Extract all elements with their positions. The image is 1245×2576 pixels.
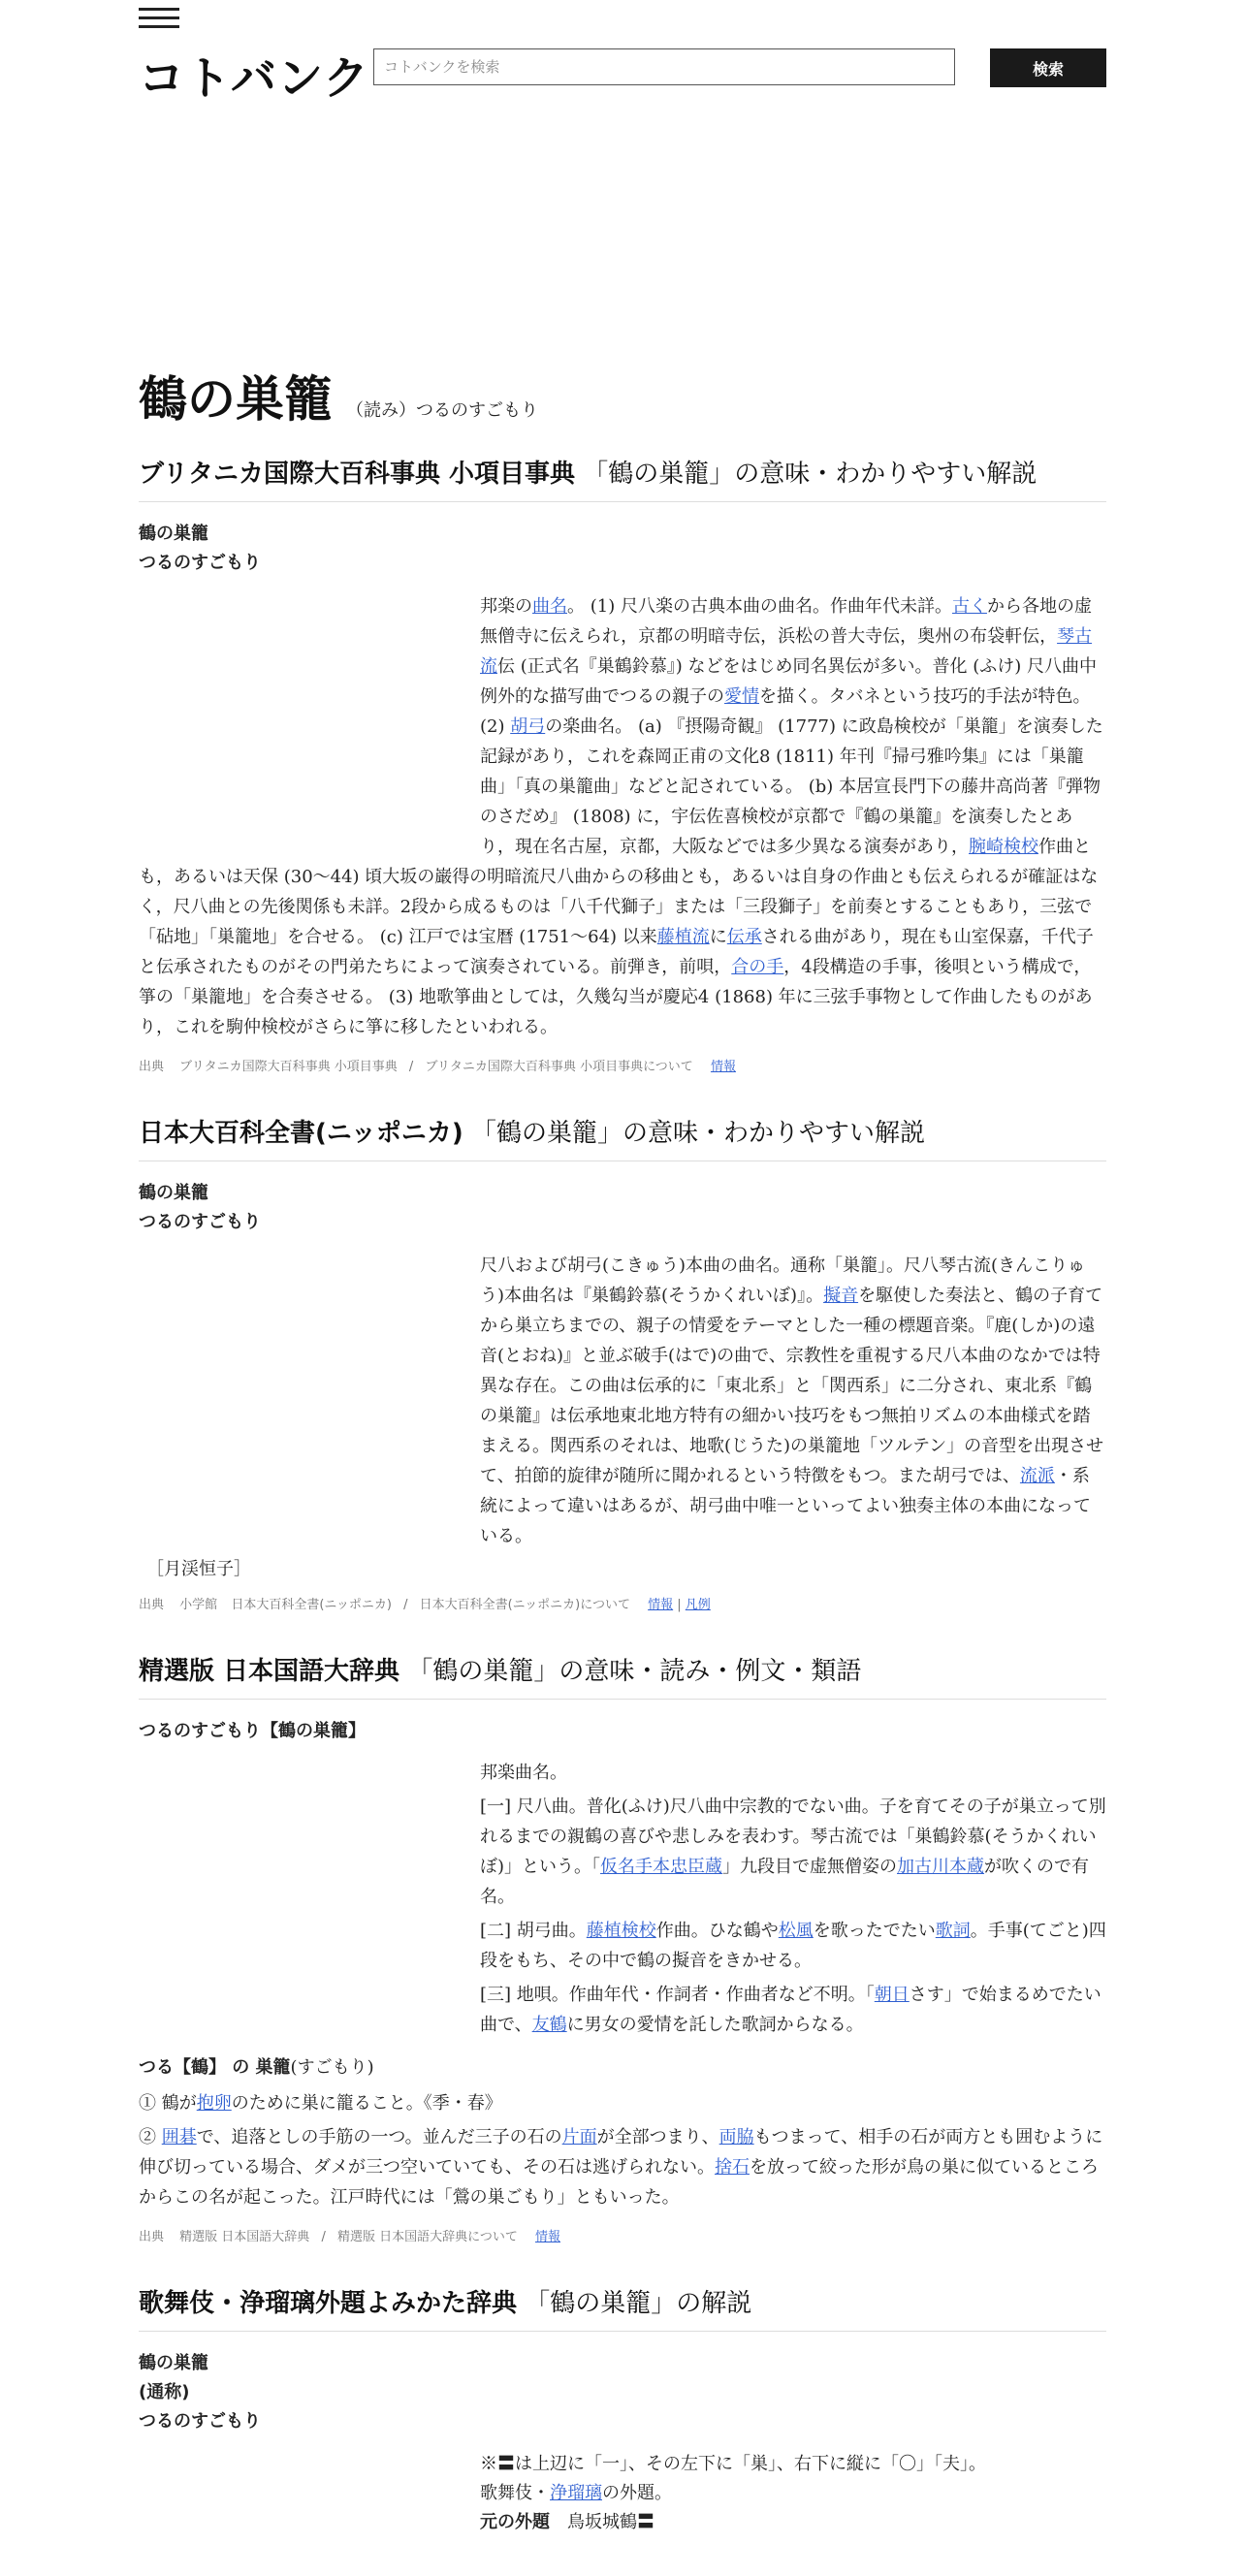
section-kabuki <box>139 2283 1106 2537</box>
text: (すごもり) <box>290 2057 374 2078</box>
text: が全部つまり、 <box>596 2127 719 2147</box>
link-kyokumei[interactable]: 曲名 <box>532 596 567 617</box>
text: 伝 (正式名『巣鶴鈴慕』) などをはじめ同名異伝が多い。普化 (ふけ) 尺八曲中例外的な描写曲でつるの親子の <box>480 656 1097 707</box>
text: [三] 地唄。作曲年代・作詞者・作曲者など不明。「 <box>480 1985 875 2005</box>
separator: / <box>408 1060 414 1074</box>
dict-name: 日本大百科全書(ニッポニカ) <box>139 1119 463 1148</box>
text: 尺八および胡弓(こきゅう)本曲の曲名。通称「巣籠」。尺八琴古流(きんこりゅう)本曲名は『巣鶴鈴慕(そうかくれいぼ)』。 <box>480 1256 1086 1306</box>
separator: / <box>403 1598 408 1612</box>
text: [二] 胡弓曲。 <box>480 1921 587 1941</box>
link-kashi[interactable]: 歌詞 <box>935 1921 971 1941</box>
text: で、追落としの手筋の一つ。並んだ三子の石の <box>196 2127 562 2147</box>
section-subtitle: 「鶴の巣籠」の意味・わかりやすい解説 <box>471 1119 926 1148</box>
source-info-link[interactable]: 情報 <box>534 2230 560 2244</box>
link-densho[interactable]: 伝承 <box>726 927 762 947</box>
text: の楽曲名。 (a) 『摂陽奇観』 (1777) に政島検校が「巣籠」を演奏した記録があり，これを森岡正甫の文化8 (1811) 年刊『掃弓雅吟集』には「巣籠曲」「真の巣籠曲」などと記されている。 (b) 本居宣長門下の藤井高尚著『弾物のさだめ』 (1808) に，宇伝佐喜検校が京都で『鶴の巣籠』を演奏したとあり，現在名古屋，京都，大阪などでは多少異なる演奏があり， <box>480 716 1103 857</box>
section-nipponica <box>139 1113 1106 1612</box>
original-title <box>480 2508 1106 2537</box>
text: 」九段目で虚無僧姿の <box>722 1857 898 1877</box>
link-furuku[interactable]: 古く <box>951 596 987 617</box>
text: 作曲とも，あるいは天保 (30～44) 頃大坂の巌得の明暗流尺八曲からの移曲とも，あるいは自身の作曲とも伝えられるが確証はなく，尺八曲との先後関係も未詳。2段から成るものは「八千代獅子」または「三段獅子」を前奏とすることもあり，三弦で「砧地」「巣籠地」を合せる。 (c) 江戸では宝暦 (1751～64) 以来 <box>139 837 1099 947</box>
text: を描く。タバネという技巧的手法が特色。 (2) <box>480 686 1091 737</box>
search-input[interactable] <box>373 48 955 85</box>
source-hanrei-link[interactable]: 凡例 <box>685 1598 711 1612</box>
link-matsukaze[interactable]: 松風 <box>778 1921 814 1941</box>
original-title-value: 鳥坂城鶴〓 <box>567 2512 654 2532</box>
text: つる【鶴】 の 巣籠 <box>139 2057 291 2078</box>
menu-icon[interactable] <box>139 8 179 31</box>
link-ainote[interactable]: 合の手 <box>731 957 784 977</box>
author: ［月渓恒子］ <box>146 1559 251 1579</box>
spacer <box>139 591 480 859</box>
source-name: 精選版 日本国語大辞典 <box>179 2230 310 2244</box>
def-e1 <box>139 2088 1106 2118</box>
def-intro: 邦楽曲名。 <box>480 1763 567 1783</box>
separator: | <box>673 1598 686 1612</box>
link-chushingura[interactable]: 仮名手本忠臣蔵 <box>600 1857 723 1877</box>
link-kengyo[interactable]: 腕崎検校 <box>969 837 1038 857</box>
entry-alias: (通称) <box>139 2382 190 2402</box>
separator: / <box>321 2230 326 2244</box>
text: を歌ったでたい <box>813 1921 936 1941</box>
link-fujiue-kengyo[interactable]: 藤植検校 <box>586 1921 656 1941</box>
entry-term: つるのすごもり【鶴の巣籠】 <box>139 1721 366 1741</box>
note-2 <box>480 2479 1106 2508</box>
text: 邦楽の <box>480 596 532 617</box>
link-kinkoryu[interactable]: 琴古流 <box>480 626 1093 677</box>
text: 。手事(てごと)四段をもち、その中で鶴の擬音をきかせる。 <box>480 1921 1106 1971</box>
link-asahi[interactable]: 朝日 <box>874 1985 910 2005</box>
text: の外題。 <box>602 2483 672 2503</box>
entry-description <box>139 1251 1106 1551</box>
entry-description-2 <box>139 2088 1106 2212</box>
source-label: 出典 <box>139 2230 165 2244</box>
section-heading <box>139 1651 1106 1700</box>
text: もつまって、相手の石が両方とも囲むように伸び切っている場合、ダメが三つ空いていても、その石は逃げられない。 <box>139 2127 1103 2178</box>
link-kakogawa[interactable]: 加古川本蔵 <box>897 1857 985 1877</box>
text: ・系統によって違いはあるが、胡弓曲中唯一といってよい独奏主体の本曲になっている。 <box>480 1466 1091 1546</box>
text: 作曲。ひな鶴や <box>655 1921 779 1941</box>
source-info-link[interactable]: 情報 <box>710 1060 736 1074</box>
section-subtitle: 「鶴の巣籠」の意味・読み・例文・類語 <box>407 1657 862 1686</box>
text: のために巣に籠ること。《季・春》 <box>231 2093 502 2114</box>
dict-name: 歌舞伎・浄瑠璃外題よみかた辞典 <box>139 2289 518 2318</box>
entry-reading: つるのすごもり <box>139 2411 261 2432</box>
section-heading <box>139 1113 1106 1161</box>
dict-name: 精選版 日本国語大辞典 <box>139 1657 400 1686</box>
page-title <box>139 361 538 430</box>
source-line <box>139 1056 1106 1074</box>
main-content <box>139 454 1106 2576</box>
text: が吹くので有名。 <box>480 1857 1090 1907</box>
note: ※〓は上辺に「一」、その左下に「巣」、右下に縦に「〇」「夫」。 <box>480 2454 986 2474</box>
source-about: 日本大百科全書(ニッポニカ)について <box>419 1598 630 1612</box>
link-katamen[interactable]: 片面 <box>561 2127 597 2147</box>
section-heading <box>139 454 1106 502</box>
entry-term-2 <box>139 2053 1106 2083</box>
section-subtitle: 「鶴の巣籠」の意味・わかりやすい解説 <box>583 460 1038 489</box>
link-kokyu[interactable]: 胡弓 <box>510 716 546 737</box>
link-fujiueryu[interactable]: 藤植流 <box>656 927 710 947</box>
source-line <box>139 1594 1106 1612</box>
entry-description <box>139 1758 1106 2044</box>
source-name: ブリタニカ国際大百科事典 小項目事典 <box>179 1060 398 1074</box>
source-label: 出典 <box>139 1598 165 1612</box>
page-title-text: 鶴の巣籠 <box>139 371 333 428</box>
entry-reading: つるのすごもり <box>139 553 261 573</box>
link-houran[interactable]: 抱卵 <box>196 2093 232 2114</box>
entry-description <box>139 591 1106 1042</box>
section-subtitle: 「鶴の巣籠」の解説 <box>525 2289 752 2318</box>
link-joruri[interactable]: 浄瑠璃 <box>550 2483 602 2503</box>
text: から各地の虚無僧寺に伝えられ，京都の明暗寺伝，浜松の普大寺伝，奥州の布袋軒伝， <box>480 596 1092 647</box>
spacer <box>139 1758 480 2029</box>
entry-term: 鶴の巣籠 <box>139 2353 208 2373</box>
section-britannica <box>139 454 1106 1074</box>
text: を放って絞った形が鳥の巣に似ているところからこの名が起こった。江戸時代には「鶯の巣ごもり」ともいった。 <box>139 2157 1099 2208</box>
section-heading <box>139 2283 1106 2332</box>
link-suteishi[interactable]: 捨石 <box>715 2157 750 2178</box>
link-aijo[interactable]: 愛情 <box>724 686 759 707</box>
text: ② <box>139 2127 162 2147</box>
original-title-label: 元の外題 <box>480 2512 550 2532</box>
link-ryuha[interactable]: 流派 <box>1019 1466 1055 1486</box>
link-tomozuru[interactable]: 友鶴 <box>531 2015 567 2035</box>
entry-term: 鶴の巣籠 <box>139 524 208 544</box>
link-gion[interactable]: 擬音 <box>823 1286 859 1306</box>
text: ① 鶴が <box>139 2093 197 2114</box>
source-about: ブリタニカ国際大百科事典 小項目事典について <box>425 1060 693 1074</box>
site-logo[interactable]: コトバンク <box>139 52 370 106</box>
text: [一] 尺八曲。普化(ふけ)尺八曲中宗教的でない曲。子を育てその子が巣立って別れるまでの親鶴の喜びや悲しみを表わす。琴古流では「巣鶴鈴慕(そうかくれいぼ)」という。「 <box>480 1797 1106 1877</box>
text: に男女の愛情を託した歌詞からなる。 <box>566 2015 864 2035</box>
text: ，4段構造の手事，後唄という構成で，箏の「巣籠地」を合奏させる。 (3) 地歌箏曲としては，久幾勾当が慶応4 (1868) 年に三弦手事物として作曲したものがあり，これを駒仲検校がさらに箏に移したといわれる。 <box>139 957 1093 1037</box>
entry-term: 鶴の巣籠 <box>139 1183 208 1203</box>
entry-reading: つるのすごもり <box>139 1212 261 1232</box>
search-button[interactable]: 検索 <box>990 48 1106 87</box>
page-title-reading: （読み）つるのすごもり <box>346 400 538 421</box>
spacer <box>139 1251 480 1551</box>
source-label: 出典 <box>139 1060 165 1074</box>
def-e2 <box>139 2122 1106 2212</box>
text: される曲があり，現在も山室保嘉，千代子と伝承されたものがその門弟たちによって演奏されている。前弾き，前唄， <box>139 927 1094 977</box>
section-kokugo <box>139 1651 1106 2244</box>
source-publisher: 小学館 <box>179 1598 218 1612</box>
source-about: 精選版 日本国語大辞典について <box>336 2230 518 2244</box>
text: さす」で始まるめでたい曲で、 <box>480 1985 1101 2035</box>
link-igo[interactable]: 囲碁 <box>161 2127 197 2147</box>
source-info-link[interactable]: 情報 <box>648 1598 674 1612</box>
text: を駆使した奏法と、鶴の子育てから巣立ちまでの、親子の情愛をテーマとした一種の標題音楽。『鹿(しか)の遠音(とおね)』と並ぶ破手(はで)の曲で、宗教性を重視する尺八本曲のなかでは特異な存在。この曲は伝承的に「東北系」と「関西系」に二分され、東北系『鶴の巣籠』は伝承地東北地方特有の細かい技巧をもつ無拍リズムの本曲様式を踏まえる。関西系のそれは、地歌(じうた)の巣籠地「ツルテン」の音型を出現させて、拍節的旋律が随所に聞かれるという特徴をもつ。また胡弓では、 <box>480 1286 1104 1486</box>
entry-description <box>139 2450 1106 2537</box>
dict-name: ブリタニカ国際大百科事典 小項目事典 <box>139 460 576 489</box>
text: に <box>709 927 727 947</box>
text: 。 (1) 尺八楽の古典本曲の曲名。作曲年代未詳。 <box>567 596 952 617</box>
source-name: 日本大百科全書(ニッポニカ) <box>231 1598 392 1612</box>
source-line <box>139 2226 1106 2244</box>
text: 歌舞伎・ <box>480 2483 550 2503</box>
link-ryowaki[interactable]: 両脇 <box>718 2127 754 2147</box>
